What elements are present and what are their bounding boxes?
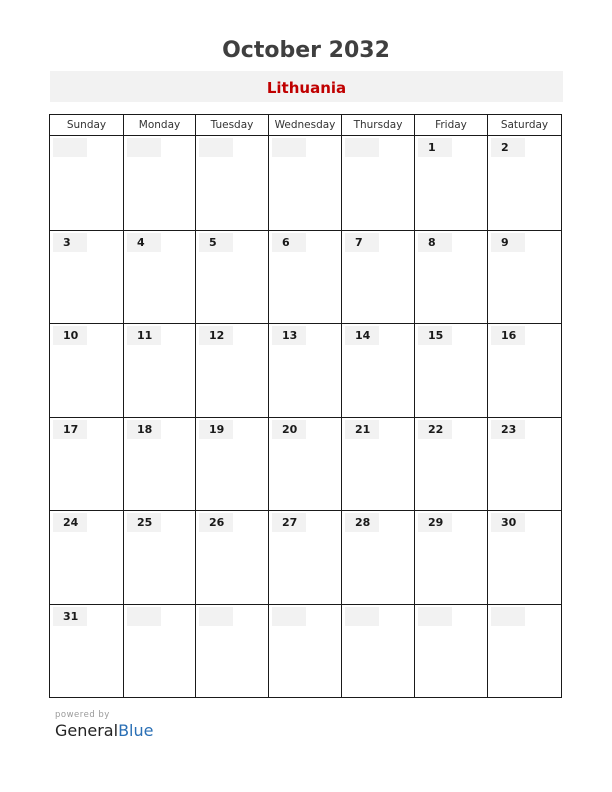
country-banner [50, 71, 563, 102]
day-cell [50, 231, 123, 324]
week-row [50, 417, 561, 511]
day-number-box [199, 513, 233, 532]
day-number-box [491, 513, 525, 532]
day-number: 19 [209, 422, 225, 436]
day-cell [268, 136, 341, 230]
weekday-header-saturday: Saturday [487, 115, 561, 135]
week-row [50, 604, 561, 698]
footer [55, 710, 153, 740]
day-cell [414, 231, 487, 324]
day-number: 25 [137, 516, 153, 529]
day-number: 24 [63, 516, 79, 529]
day-number: 11 [137, 329, 153, 342]
day-number-box [491, 420, 525, 439]
day-cell [195, 136, 268, 230]
weekday-header-row [50, 115, 561, 136]
day-number-box [418, 326, 452, 345]
day-number-box [127, 326, 161, 345]
day-number-box [53, 326, 87, 345]
day-number-box [53, 607, 87, 626]
day-number: 9 [501, 235, 509, 249]
day-number: 14 [355, 329, 371, 342]
day-number-box [491, 326, 525, 345]
day-number-box [491, 607, 525, 626]
day-number-box [127, 513, 161, 532]
day-number-box [199, 233, 233, 252]
day-cell [123, 231, 195, 324]
day-number: 16 [501, 329, 517, 342]
day-cell [50, 136, 123, 230]
day-number-box [345, 233, 379, 252]
weekday-header-tuesday: Tuesday [195, 115, 268, 135]
weekday-header-wednesday: Wednesday [268, 115, 341, 135]
day-number-box [418, 607, 452, 626]
day-cell [414, 418, 487, 511]
day-number-box [272, 420, 306, 439]
day-number: 7 [355, 235, 363, 249]
day-cell [414, 511, 487, 604]
day-number-box [53, 138, 87, 157]
calendar-grid [49, 114, 562, 698]
brand-logo [55, 721, 153, 740]
brand-blue: Blue [118, 721, 154, 740]
day-cell [195, 418, 268, 511]
day-number: 31 [63, 609, 79, 623]
day-number-box [345, 326, 379, 345]
day-number-box [127, 607, 161, 626]
weekday-header-friday: Friday [414, 115, 487, 135]
day-number: 2 [501, 141, 509, 154]
day-number: 21 [355, 422, 371, 436]
day-number-box [53, 420, 87, 439]
day-cell [487, 605, 561, 698]
day-cell [341, 511, 414, 604]
weekday-header-thursday: Thursday [341, 115, 414, 135]
day-cell [341, 324, 414, 417]
day-number: 23 [501, 422, 517, 436]
week-row [50, 510, 561, 604]
day-number: 20 [282, 422, 298, 436]
day-cell [414, 324, 487, 417]
day-number: 18 [137, 422, 153, 436]
brand-general: General [55, 721, 119, 740]
day-cell [268, 511, 341, 604]
day-number-box [127, 138, 161, 157]
day-number: 6 [282, 235, 290, 249]
day-cell [50, 605, 123, 698]
day-cell [50, 418, 123, 511]
day-number-box [491, 233, 525, 252]
weekday-header-monday: Monday [123, 115, 195, 135]
day-cell [268, 324, 341, 417]
day-number: 26 [209, 516, 225, 529]
day-number-box [272, 233, 306, 252]
day-cell [195, 511, 268, 604]
day-number-box [491, 138, 525, 157]
week-row [50, 230, 561, 324]
day-number-box [53, 233, 87, 252]
day-number: 12 [209, 329, 225, 342]
day-number-box [418, 138, 452, 157]
country-name: Lithuania [266, 79, 347, 97]
day-cell [123, 136, 195, 230]
day-number: 17 [63, 422, 79, 436]
day-number: 27 [282, 516, 298, 529]
day-number: 10 [63, 329, 79, 342]
day-number-box [199, 420, 233, 439]
day-cell [487, 231, 561, 324]
day-number-box [53, 513, 87, 532]
day-cell [123, 324, 195, 417]
day-number: 15 [428, 329, 444, 342]
day-cell [414, 136, 487, 230]
calendar-title: October 2032 [222, 38, 390, 63]
day-number: 29 [428, 516, 444, 529]
day-number-box [272, 326, 306, 345]
day-cell [487, 511, 561, 604]
calendar-body [50, 115, 561, 697]
day-number-box [199, 326, 233, 345]
day-cell [268, 605, 341, 698]
day-number-box [199, 138, 233, 157]
day-cell [341, 605, 414, 698]
week-row [50, 136, 561, 230]
day-cell [50, 511, 123, 604]
day-number-box [127, 233, 161, 252]
day-number: 13 [282, 329, 298, 342]
powered-by-label: powered by [55, 710, 110, 720]
day-number: 5 [209, 235, 217, 249]
day-cell [123, 605, 195, 698]
day-cell [341, 418, 414, 511]
day-number-box [345, 420, 379, 439]
day-cell [487, 418, 561, 511]
day-number: 22 [428, 422, 444, 436]
day-number: 1 [428, 141, 436, 154]
day-cell [487, 324, 561, 417]
day-number-box [345, 138, 379, 157]
day-number-box [272, 513, 306, 532]
day-number-box [418, 233, 452, 252]
day-number: 30 [501, 516, 517, 529]
day-cell [123, 511, 195, 604]
day-number-box [272, 607, 306, 626]
day-number: 8 [428, 235, 436, 249]
day-number-box [345, 607, 379, 626]
day-cell [341, 231, 414, 324]
day-number: 28 [355, 516, 371, 529]
day-cell [268, 231, 341, 324]
day-number-box [418, 420, 452, 439]
day-cell [195, 324, 268, 417]
day-cell [268, 418, 341, 511]
day-number-box [345, 513, 379, 532]
day-cell [195, 605, 268, 698]
day-cell [123, 418, 195, 511]
weekday-header-sunday: Sunday [66, 119, 107, 131]
day-cell [487, 136, 561, 230]
week-row [50, 323, 561, 417]
day-cell [414, 605, 487, 698]
day-number: 4 [137, 235, 145, 249]
day-number-box [127, 420, 161, 439]
day-cell [50, 324, 123, 417]
day-number-box [199, 607, 233, 626]
day-cell [195, 231, 268, 324]
day-number: 3 [63, 235, 71, 249]
day-number-box [418, 513, 452, 532]
day-number-box [272, 138, 306, 157]
day-cell [341, 136, 414, 230]
